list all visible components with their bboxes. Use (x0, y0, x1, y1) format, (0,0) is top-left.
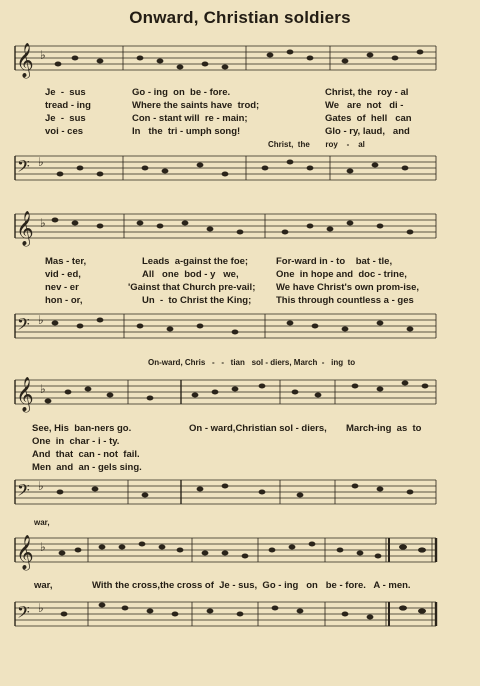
cue-text: On-ward, Chris - - tian sol - diers, March - ing to (148, 358, 356, 367)
flat-key-signature-icon: ♭ (40, 48, 46, 62)
treble-staff-4 (0, 532, 480, 580)
lyric-line: See, His ban-ners go. (32, 423, 132, 434)
flat-key-signature-icon: ♭ (38, 601, 44, 615)
lyric-line: Mas - ter, (45, 256, 87, 267)
flat-key-signature-icon: ♭ (38, 155, 44, 169)
treble-staff-3 (0, 374, 480, 422)
lyric-line: Un - to Christ the King; (142, 295, 252, 306)
lyric-line: And that can - not fail. (32, 449, 140, 460)
lyric-line: nev - er (45, 282, 79, 293)
cue-text: Christ, the roy - al (268, 140, 365, 149)
treble-staff-2 (0, 208, 480, 256)
lyric-line: We have Christ's own prom-ise, (276, 282, 420, 293)
lyric-line: This through countless a - ges (276, 295, 414, 306)
lyric-line: Gates of hell can (325, 113, 412, 124)
lyric-line: tread - ing (45, 100, 91, 111)
treble-staff-1 (0, 40, 480, 88)
hymn-title: Onward, Christian soldiers (129, 8, 351, 27)
lyric-line: Where the saints have trod; (132, 100, 260, 111)
lyric-line: Glo - ry, laud, and (325, 126, 410, 137)
bass-staff-3 (0, 474, 480, 522)
bass-clef-icon: 𝄢 (17, 602, 30, 626)
bass-clef-icon: 𝄢 (17, 156, 30, 180)
lyric-line: 'Gainst that Church pre-vail; (128, 282, 256, 293)
notes-bass-4 (61, 603, 426, 620)
bass-clef-icon: 𝄢 (17, 314, 30, 338)
notes-treble-1 (55, 50, 424, 70)
treble-clef-icon: 𝄞 (16, 43, 34, 78)
lyric-line: voi - ces (45, 126, 84, 137)
bass-staff-2 (0, 308, 480, 356)
flat-key-signature-icon: ♭ (38, 313, 44, 327)
flat-key-signature-icon: ♭ (38, 479, 44, 493)
lyric-line: One in char - i - ty. (32, 436, 120, 447)
lyric-line: Leads a-gainst the foe; (142, 256, 249, 267)
bass-clef-icon: 𝄢 (17, 480, 30, 504)
lyric-line: Je - sus (45, 113, 86, 124)
lyric-line: hon - or, (45, 295, 83, 306)
cue-text: war, (34, 518, 50, 527)
lyric-line: Je - sus (45, 87, 86, 98)
lyric-line: vid - ed, (45, 269, 81, 280)
treble-clef-icon: 𝄞 (16, 535, 34, 570)
bass-staff-1 (0, 150, 480, 198)
lyric-line: In the tri - umph song! (132, 126, 241, 137)
treble-clef-icon: 𝄞 (16, 377, 34, 412)
lyric-line: Christ, the roy - al (325, 87, 409, 98)
lyric-line: We are not di - (325, 100, 404, 111)
flat-key-signature-icon: ♭ (40, 382, 46, 396)
lyric-line: All one bod - y we, (142, 269, 239, 280)
treble-clef-icon: 𝄞 (16, 211, 34, 246)
lyric-line: Con - stant will re - main; (132, 113, 248, 124)
flat-key-signature-icon: ♭ (40, 540, 46, 554)
lyric-line: With the cross,the cross of Je - sus, Go - ing on be - fore. A - men. (92, 580, 411, 591)
lyric-line: For-ward in - to bat - tle, (276, 256, 393, 267)
lyric-line: Go - ing on be - fore. (132, 87, 231, 98)
bass-staff-4 (0, 596, 480, 644)
lyric-line: One in hope and doc - trine, (276, 269, 407, 280)
lyric-line: war, (34, 580, 53, 591)
lyric-line: March-ing as to (346, 423, 422, 434)
flat-key-signature-icon: ♭ (40, 216, 46, 230)
lyric-line: Men and an - gels sing. (32, 462, 142, 473)
lyric-line: On - ward,Christian sol - diers, (189, 423, 327, 434)
